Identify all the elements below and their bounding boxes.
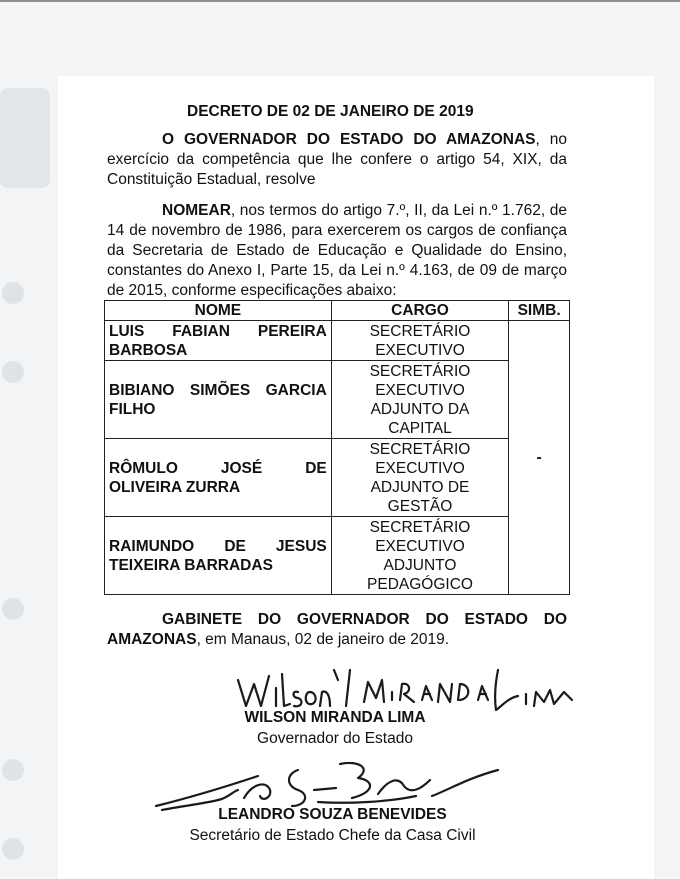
cargo-cell: SECRETÁRIO EXECUTIVO ADJUNTO PEDAGÓGICO <box>331 517 508 595</box>
intro-line-2: exercício da competência que lhe confere o artigo 54, XIX, da <box>107 151 567 168</box>
nomear-line-5: de 2015, conforme especificações abaixo: <box>107 282 397 299</box>
table-row <box>105 517 570 595</box>
table-row <box>105 321 570 361</box>
decree-title: DECRETO DE 02 DE JANEIRO DE 2019 <box>187 103 474 120</box>
intro-paragraph <box>107 130 567 190</box>
nome-cell: RÔMULO JOSÉ DE OLIVEIRA ZURRA <box>105 439 332 517</box>
header-cargo: CARGO <box>331 301 508 321</box>
nomear-line-3: da Secretaria de Estado de Educação e Qualidade do Ensino, <box>107 242 567 259</box>
closing-line-2: AMAZONAS, em Manaus, 02 de janeiro de 2019. <box>107 631 450 648</box>
nomear-paragraph <box>107 201 567 301</box>
header-nome: NOME <box>105 301 332 321</box>
chief-of-staff-role: Secretário de Estado Chefe da Casa Civil <box>189 827 476 844</box>
governor-name: WILSON MIRANDA LIMA <box>244 709 426 726</box>
governor-heading: O GOVERNADOR DO ESTADO DO AMAZONAS <box>162 131 536 148</box>
nomear-keyword: NOMEAR <box>162 202 231 219</box>
nomear-line-4: constantes do Anexo I, Parte 15, da Lei n.º 4.163, de 09 de março <box>107 262 567 279</box>
cargo-cell: SECRETÁRIO EXECUTIVO ADJUNTO DA CAPITAL <box>331 361 508 439</box>
nomear-line-1: NOMEAR, nos termos do artigo 7.º, II, da Lei n.º 1.762, de <box>162 202 567 219</box>
cargo-cell: SECRETÁRIO EXECUTIVO ADJUNTO DE GESTÃO <box>331 439 508 517</box>
governor-role: Governador do Estado <box>257 730 413 747</box>
table-header-row <box>105 301 570 321</box>
header-simb: SIMB. <box>509 301 570 321</box>
nome-cell: LUIS FABIAN PEREIRA BARBOSA <box>105 321 332 361</box>
chief-of-staff-name: LEANDRO SOUZA BENEVIDES <box>218 806 447 823</box>
table-row <box>105 439 570 517</box>
cargo-cell: SECRETÁRIO EXECUTIVO <box>331 321 508 361</box>
nomear-line-2: 14 de novembro de 1986, para exercerem os cargos de confiança <box>107 222 567 239</box>
nome-cell: RAIMUNDO DE JESUS TEIXEIRA BARRADAS <box>105 517 332 595</box>
nome-cell: BIBIANO SIMÕES GARCIA FILHO <box>105 361 332 439</box>
intro-line-1: O GOVERNADOR DO ESTADO DO AMAZONAS, no <box>162 131 567 148</box>
appointments-table <box>104 300 570 595</box>
closing-line-1: GABINETE DO GOVERNADOR DO ESTADO DO <box>162 611 567 628</box>
intro-line-3: Constituição Estadual, resolve <box>107 171 316 188</box>
table-row <box>105 361 570 439</box>
simb-cell: - <box>509 321 570 595</box>
